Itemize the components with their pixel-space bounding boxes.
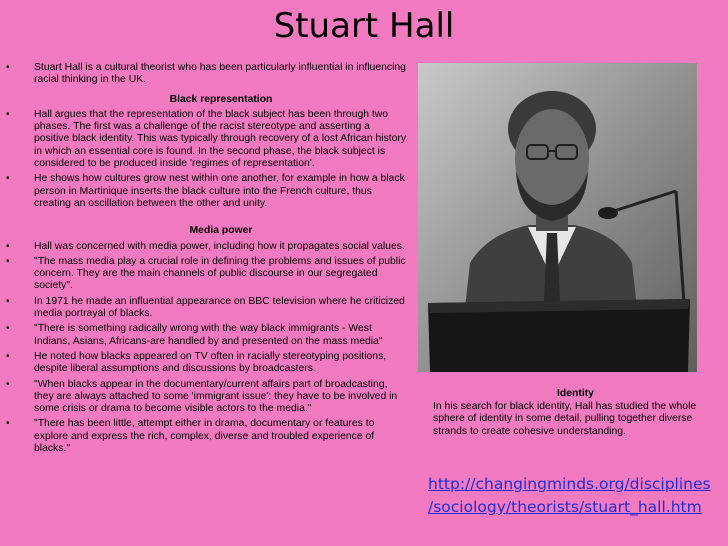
bullet-item (6, 296, 408, 321)
heading-black-representation: Black representation (169, 93, 273, 105)
identity-heading: Identity (557, 388, 594, 399)
bullet-text: "There has been little, attempt either in drama, documentary or features to explore and express the rich, complex, diverse and troubled experience of blacks." (34, 418, 375, 455)
bullet-text: In 1971 he made an influential appearance on BBC television where he criticized media portrayal of blacks. (34, 295, 405, 320)
bullet-text: "The mass media play a crucial role in defining the problems and issues of public concern. They are the main channels of public discourse in our segregated society". (34, 255, 406, 292)
portrait-illustration (418, 63, 697, 372)
bullet-item (6, 241, 408, 253)
bullet-item (6, 109, 408, 170)
bullet-text: He shows how cultures grow nest within one another, for example in how a black person in Martinique inserts the black culture into the French culture, thus creating an oscillation between the other and unity. (34, 173, 405, 209)
bullet-dot: • (6, 255, 10, 267)
bullet-item (6, 418, 408, 455)
bullet-item (6, 379, 408, 416)
source-link[interactable] (428, 473, 726, 519)
left-text-column (6, 62, 408, 458)
bullet-item (6, 256, 408, 293)
portrait-photo (418, 63, 697, 372)
identity-box (433, 388, 718, 439)
bullet-dot: • (6, 173, 10, 185)
bullet-dot: • (6, 295, 10, 307)
bullet-dot: • (6, 323, 10, 335)
bullet-dot: • (6, 350, 10, 362)
identity-text: In his search for black identity, Hall has studied the whole sphere of identity in some detail, pulling together diverse strands to create cohesive understanding. (433, 400, 697, 438)
bullet-dot: • (6, 240, 10, 252)
bullet-item (6, 323, 408, 348)
bullet-text: Hall was concerned with media power, including how it propagates social values. (34, 240, 405, 252)
bullet-item (6, 173, 408, 210)
bullet-text: Hall argues that the representation of the black subject has been through two phases. The first was a challenge of the racist stereotype and asserting a positive black identity. This was typically through recovery of a lost African history in which an essential core is found. In the second phase, the black subject is considered to be produced inside 'regimes of representation'. (34, 108, 407, 170)
source-link-line2[interactable]: /sociology/theorists/stuart_hall.htm (428, 498, 702, 516)
slide-title: Stuart Hall (273, 6, 455, 46)
bullet-dot: • (6, 418, 10, 430)
bullet-item (6, 351, 408, 376)
bullet-dot: • (6, 378, 10, 390)
bullet-item (6, 62, 408, 87)
bullet-intro: Stuart Hall is a cultural theorist who has been particularly influential in influencing racial thinking in the UK. (34, 62, 406, 86)
bullet-dot: • (6, 62, 10, 73)
bullet-text: "There is something radically wrong with the way black immigrants - West Indians, Asians, Africans-are handled by and presented on the mass media" (34, 323, 383, 347)
bullet-text: He noted how blacks appeared on TV often in racially stereotyping positions, despite liberal assumptions and discussions by broadcasters. (34, 350, 387, 375)
bullet-text: "When blacks appear in the documentary/current affairs part of broadcasting, they are always attached to some 'immigrant issue': they have to be involved in some crisis or drama to become visible actors to the media." (34, 378, 398, 415)
bullet-dot: • (6, 108, 10, 120)
heading-media-power: Media power (189, 225, 253, 237)
source-link-line1[interactable]: http://changingminds.org/disciplines (428, 475, 711, 493)
